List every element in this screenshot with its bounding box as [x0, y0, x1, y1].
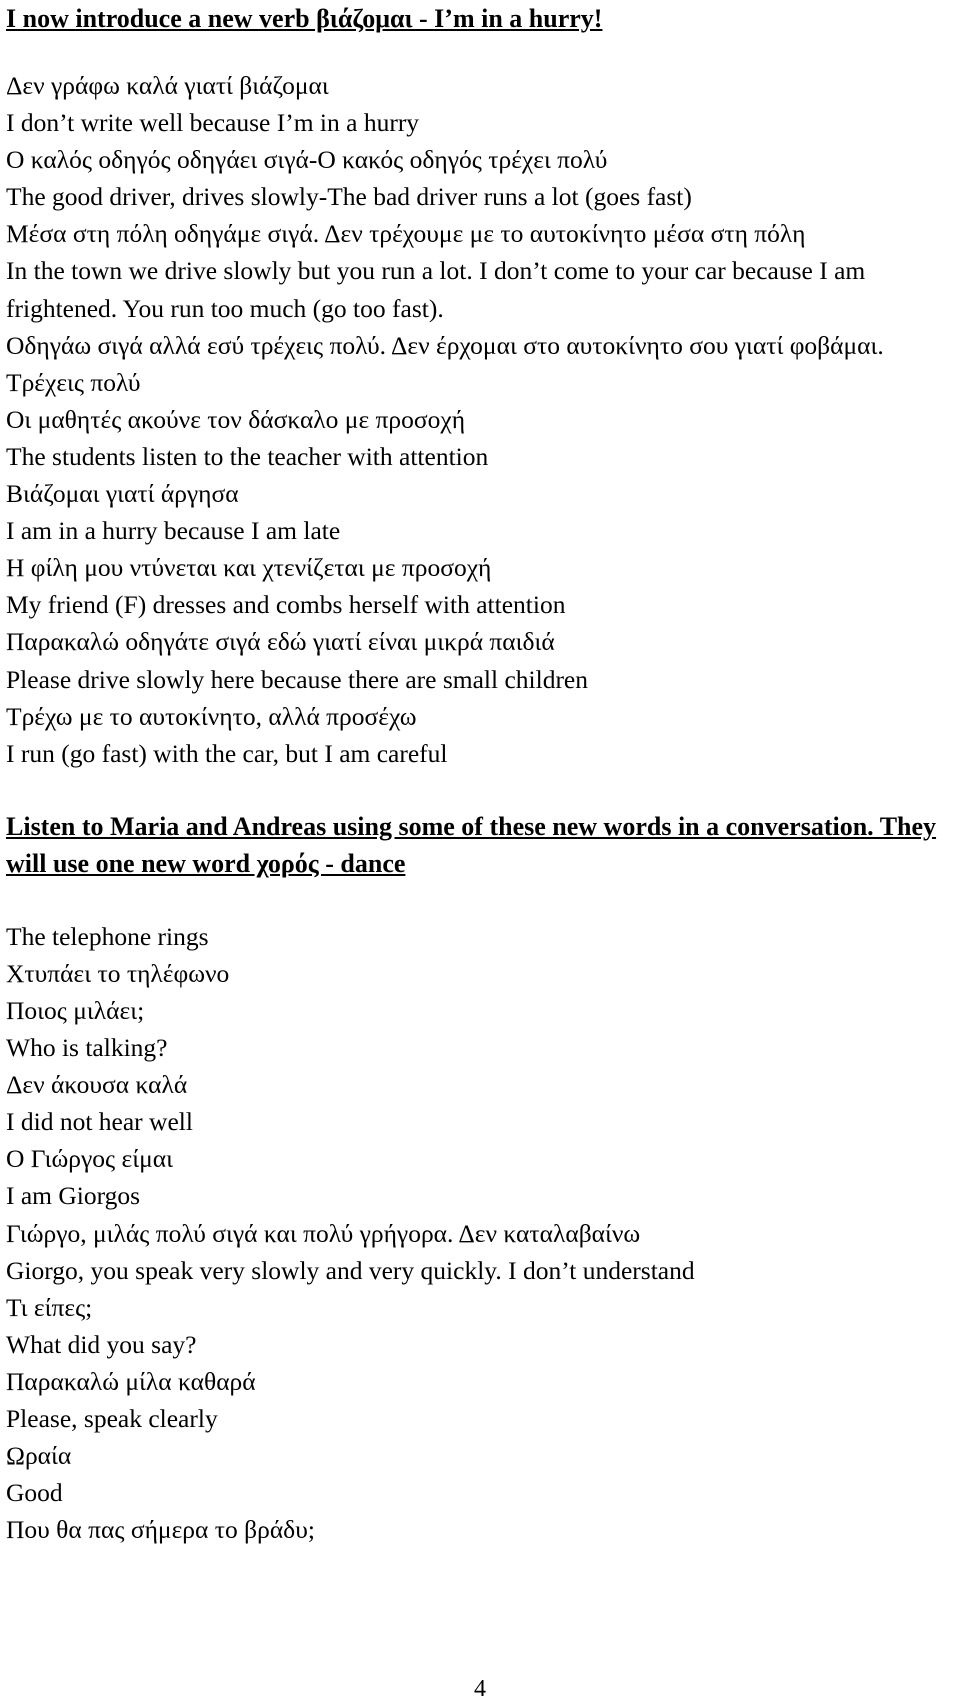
document-page — [6, 0, 954, 1548]
example-line: Οδηγάω σιγά αλλά εσύ τρέχεις πολύ. Δεν έρχομαι στο αυτοκίνητο σου γιατί φοβάμαι. Τρέχεις πολύ — [6, 330, 884, 397]
conversation-line: Ωραία — [6, 1441, 72, 1471]
page-number: 4 — [474, 1676, 486, 1702]
conversation-line: Giorgo, you speak very slowly and very quickly. I don’t understand — [6, 1255, 695, 1285]
conversation-line: Ο Γιώργος είμαι — [6, 1144, 173, 1174]
conversation-line: Who is talking? — [6, 1033, 168, 1063]
example-line: Βιάζομαι γιατί άργησα — [6, 479, 239, 509]
conversation-line: Please, speak clearly — [6, 1404, 218, 1433]
conversation-line: What did you say? — [6, 1329, 197, 1359]
example-line: Τρέχω με το αυτοκίνητο, αλλά προσέχω — [6, 701, 417, 731]
conversation-line: Χτυπάει το τηλέφωνο — [6, 958, 230, 988]
example-line: My friend (F) dresses and combs herself with attention — [6, 590, 566, 620]
conversation-heading: Listen to Maria and Andreas using some of these new words in a conversation. They will use one new word χορός - dance — [6, 811, 937, 878]
example-line: Οι μαθητές ακούνε τον δάσκαλο με προσοχή — [6, 404, 466, 434]
conversation-line: I am Giorgos — [6, 1181, 141, 1211]
example-line: Η φίλη μου ντύνεται και χτενίζεται με προσοχή — [6, 553, 492, 583]
example-line: The good driver, drives slowly-The bad driver runs a lot (goes fast) — [6, 182, 692, 212]
example-line: Παρακαλώ οδηγάτε σιγά εδώ γιατί είναι μικρά παιδιά — [6, 627, 555, 657]
example-line: I don’t write well because I’m in a hurry — [6, 108, 420, 138]
conversation-line: Παρακαλώ μίλα καθαρά — [6, 1366, 256, 1396]
example-line: The students listen to the teacher with attention — [6, 441, 489, 471]
conversation-line: Δεν άκουσα καλά — [6, 1070, 188, 1100]
conversation-line: The telephone rings — [6, 921, 209, 951]
conversation-line: Γιώργο, μιλάς πολύ σιγά και πολύ γρήγορα. Δεν καταλαβαίνω — [6, 1218, 641, 1248]
conversation-line: Τι είπες; — [6, 1292, 93, 1322]
conversation-lines — [6, 918, 954, 1549]
example-line: Δεν γράφω καλά γιατί βιάζομαι — [6, 71, 329, 100]
conversation-line: I did not hear well — [6, 1107, 193, 1137]
example-line: In the town we drive slowly but you run a lot. I don’t come to your car because I am frightened. You run too much (go too fast). — [6, 256, 866, 323]
example-line: Please drive slowly here because there are small children — [6, 664, 589, 694]
conversation-line: Good — [6, 1478, 63, 1508]
page-title: I now introduce a new verb βιάζομαι - I’m in a hurry! — [6, 4, 603, 33]
example-line: Μέσα στη πόλη οδηγάμε σιγά. Δεν τρέχουμε με το αυτοκίνητο μέσα στη πόλη — [6, 219, 806, 249]
conversation-line: Που θα πας σήμερα το βράδυ; — [6, 1515, 315, 1545]
vocabulary-examples — [6, 67, 954, 772]
example-line: I run (go fast) with the car, but I am careful — [6, 738, 448, 768]
example-line: Ο καλός οδηγός οδηγάει σιγά-Ο κακός οδηγός τρέχει πολύ — [6, 145, 608, 175]
example-line: I am in a hurry because I am late — [6, 516, 341, 546]
conversation-line: Ποιος μιλάει; — [6, 995, 145, 1025]
